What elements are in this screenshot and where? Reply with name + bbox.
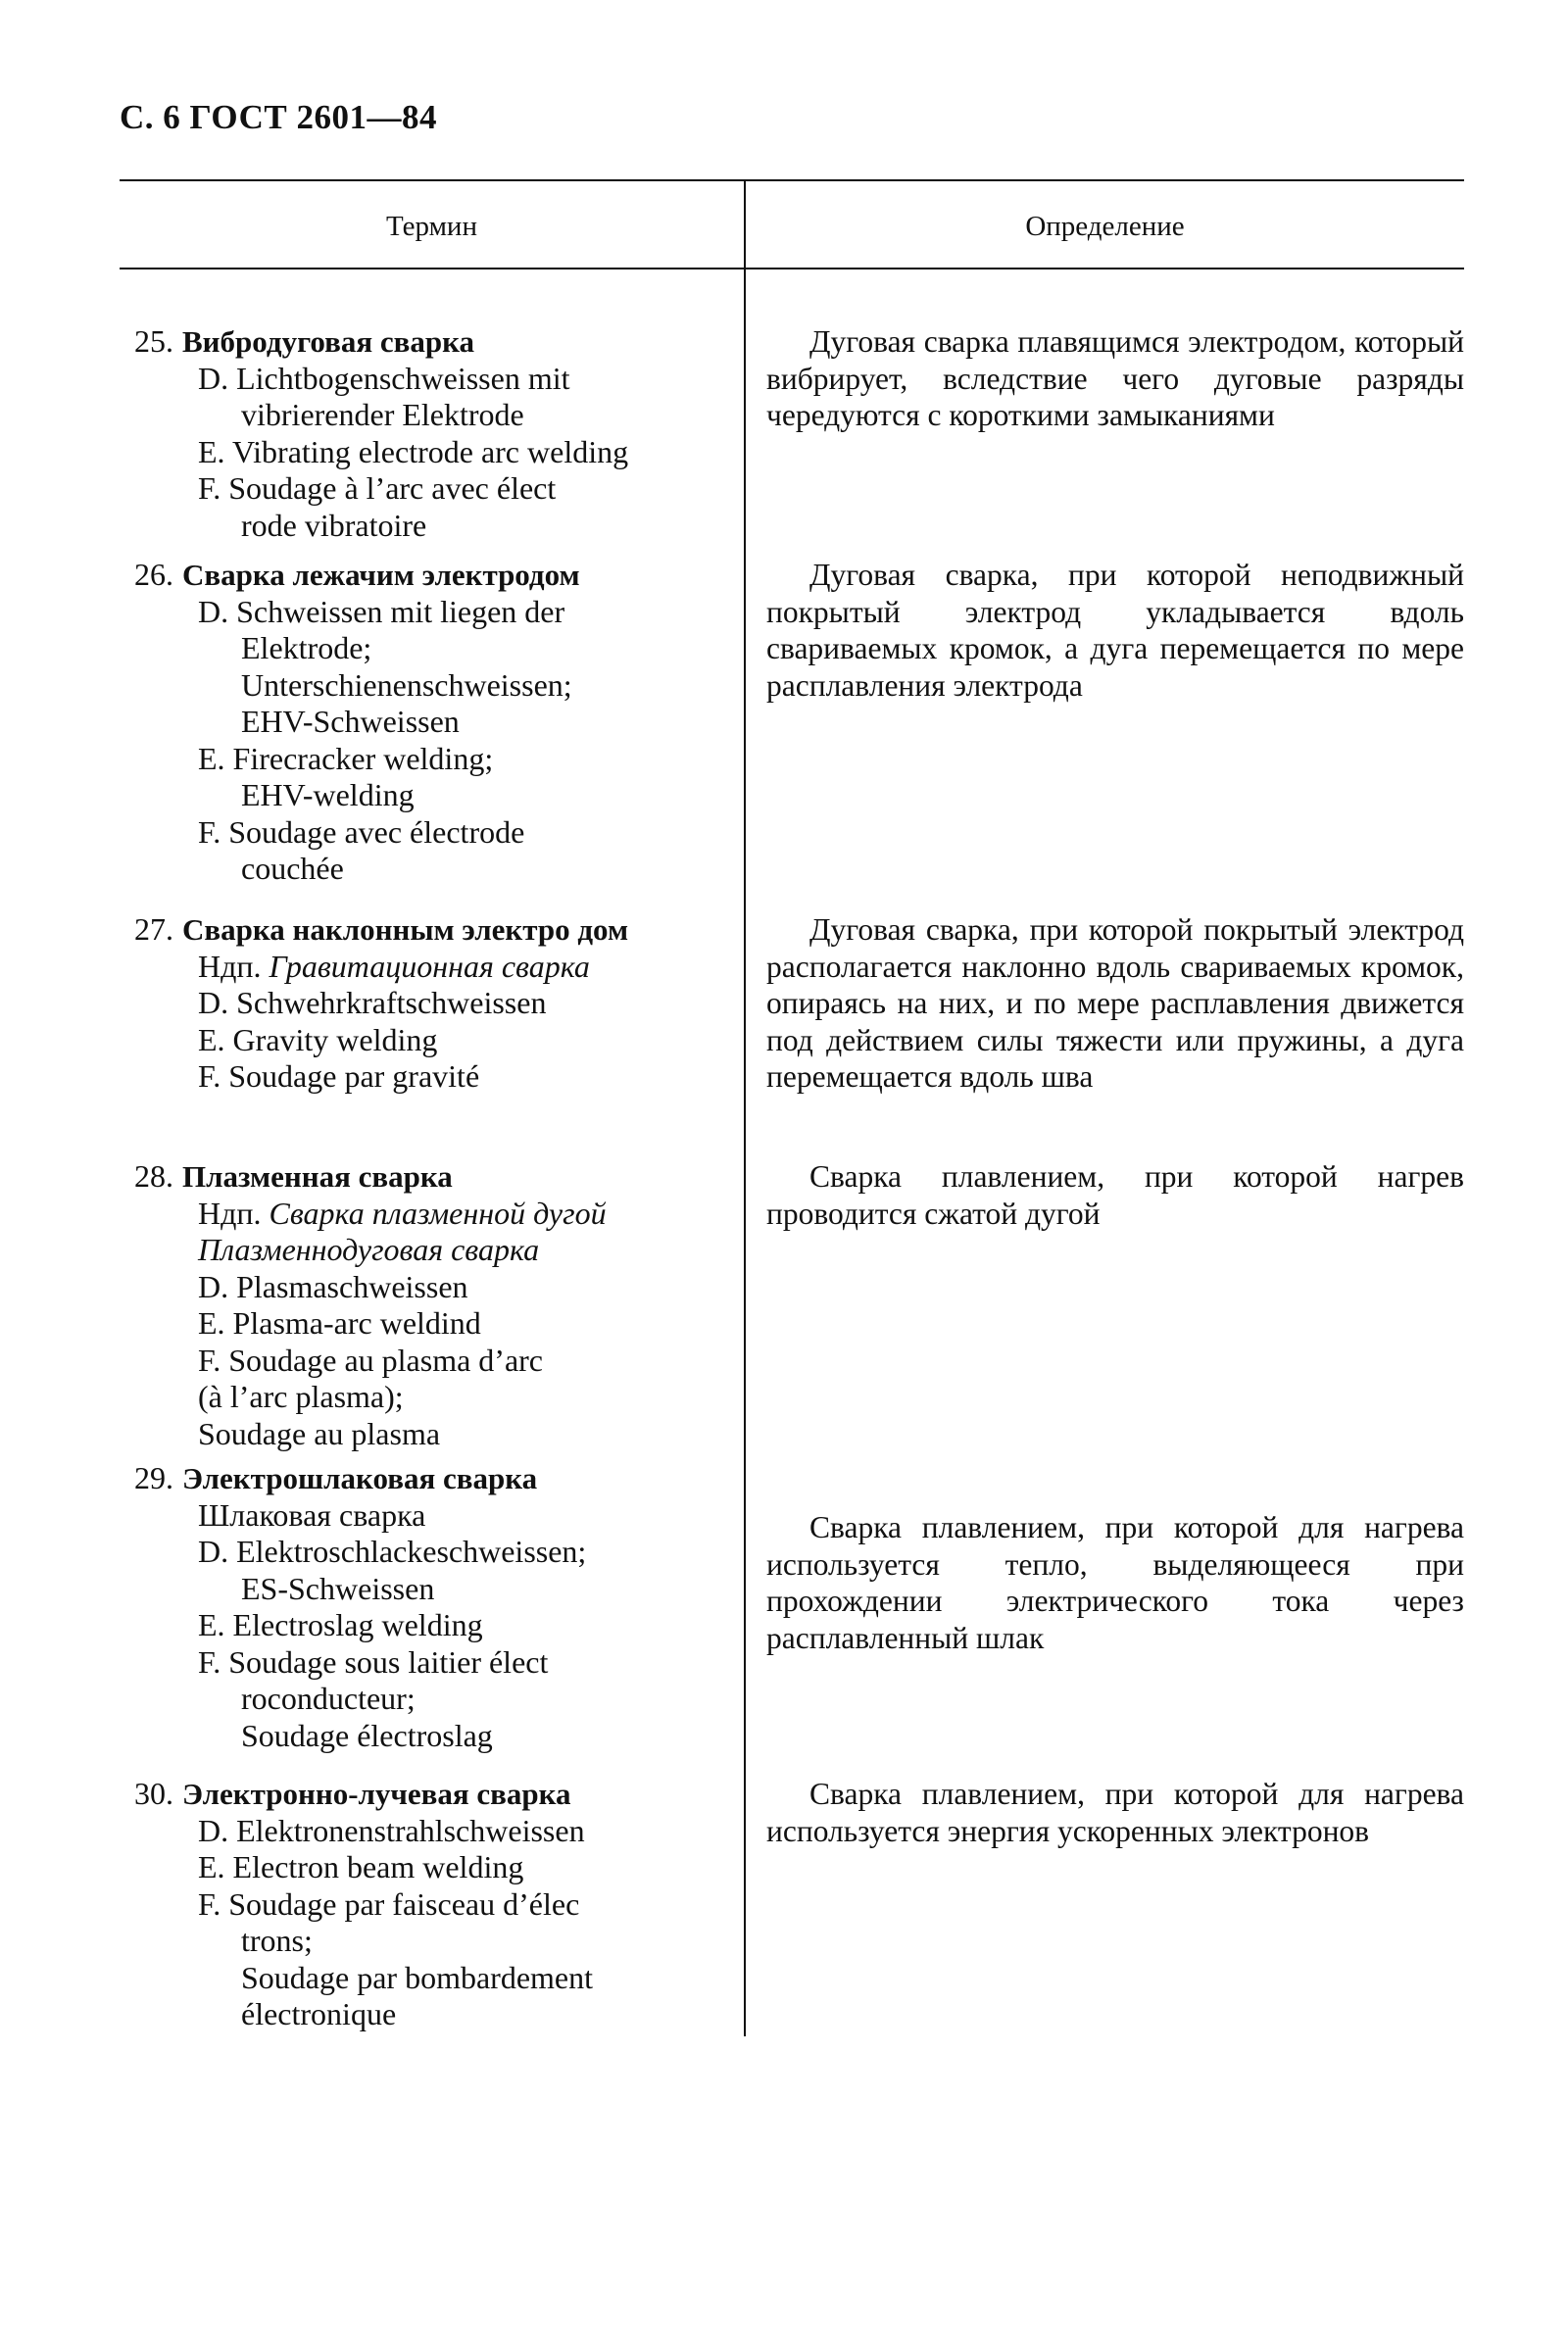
ndp-label: Ндп. bbox=[198, 1195, 262, 1231]
term-translation: Elektrode; bbox=[241, 630, 372, 665]
term-title: Сварка наклонным электро дом bbox=[182, 912, 629, 947]
term-translation: E. Gravity welding bbox=[198, 1021, 438, 1057]
term-translation: EHV-welding bbox=[241, 777, 415, 812]
term-translation: Unterschienenschweissen; bbox=[241, 666, 572, 703]
term-title: Вибродуговая сварка bbox=[182, 324, 474, 359]
term-translation: ES-Schweissen bbox=[241, 1570, 435, 1606]
definition-cell: Дуговая сварка, при которой неподвижный покрытый электрод укладывается вдоль свариваемых кромок, а дуга перемещается по мере расплавления электрода bbox=[766, 558, 1464, 703]
term-translation: Soudage au plasma bbox=[198, 1415, 441, 1451]
term-translation: rode vibratoire bbox=[241, 507, 427, 543]
term-entry-30 bbox=[120, 1776, 1464, 2050]
term-number: 29. bbox=[134, 1460, 173, 1495]
term-cell bbox=[120, 1460, 727, 1754]
term-translation: F. Soudage par faisceau d’élec bbox=[198, 1885, 580, 1922]
term-translation: F. Soudage sous laitier élect bbox=[198, 1643, 549, 1680]
term-translation: trons; bbox=[241, 1923, 313, 1958]
table-top-rule bbox=[120, 179, 1464, 181]
column-header-term: Термин bbox=[386, 211, 477, 242]
term-title: Плазменная сварка bbox=[182, 1159, 453, 1194]
definition-cell: Сварка плавлением, при которой для нагрева используется тепло, выделяющееся при прохождении электрического тока через расплавленный шлак bbox=[766, 1510, 1464, 1655]
term-translation: E. Vibrating electrode arc welding bbox=[198, 433, 629, 469]
term-entry-29 bbox=[120, 1460, 1464, 1776]
term-cell bbox=[120, 557, 727, 888]
term-translation: F. Soudage à l’arc avec élect bbox=[198, 470, 557, 506]
term-translation: EHV-Schweissen bbox=[241, 704, 460, 739]
term-table-body bbox=[120, 323, 1464, 2050]
term-deprecated bbox=[198, 1196, 727, 1233]
deprecated-term: Сварка плазменной дугой bbox=[269, 1195, 607, 1231]
term-translation: F. Soudage par gravité bbox=[198, 1058, 480, 1094]
definition-cell: Сварка плавлением, при которой для нагрева используется энергия ускоренных электронов bbox=[766, 1777, 1464, 1848]
term-cell bbox=[120, 1158, 727, 1452]
term-translation: E. Electroslag welding bbox=[198, 1607, 483, 1642]
ndp-label: Ндп. bbox=[198, 948, 262, 984]
term-title: Электрошлаковая сварка bbox=[182, 1461, 538, 1495]
term-translation: D. Elektroschlackeschweissen; bbox=[198, 1534, 587, 1569]
term-translation: D. Plasmaschweissen bbox=[198, 1268, 468, 1304]
term-number: 27. bbox=[134, 911, 173, 947]
term-translation: (à l’arc plasma); bbox=[198, 1379, 404, 1414]
term-translation: E. Plasma-arc weldind bbox=[198, 1305, 481, 1341]
definition-cell: Дуговая сварка, при которой покрытый электрод располагается наклонно вдоль свариваемых кромок, опираясь на них, и по мере расплавления движется под действием силы тяжести или пружины, а дуга перемещается вдоль шва bbox=[766, 912, 1464, 1094]
deprecated-term: Плазменнодуговая сварка bbox=[198, 1232, 540, 1267]
term-entry-27 bbox=[120, 911, 1464, 1158]
term-translation: vibrierender Elektrode bbox=[241, 397, 524, 432]
term-synonym: Шлаковая сварка bbox=[198, 1496, 426, 1533]
term-translation: D. Schwehrkraftschweissen bbox=[198, 985, 547, 1020]
term-number: 25. bbox=[134, 323, 173, 359]
term-title: Сварка лежачим электродом bbox=[182, 558, 580, 592]
term-translation: E. Electron beam welding bbox=[198, 1849, 524, 1884]
term-number: 28. bbox=[134, 1158, 173, 1194]
term-entry-28 bbox=[120, 1158, 1464, 1460]
term-translation: D. Elektronenstrahlschweissen bbox=[198, 1812, 585, 1848]
term-translation: F. Soudage avec électrode bbox=[198, 813, 525, 850]
term-translation: E. Firecracker welding; bbox=[198, 740, 494, 776]
term-entry-26 bbox=[120, 557, 1464, 911]
term-cell bbox=[120, 1776, 727, 2033]
table-header-rule bbox=[120, 268, 1464, 269]
term-translation: couchée bbox=[241, 851, 344, 886]
term-deprecated bbox=[198, 949, 727, 986]
term-number: 26. bbox=[134, 557, 173, 592]
page-header: С. 6 ГОСТ 2601—84 bbox=[120, 98, 437, 136]
term-translation: électronique bbox=[241, 1996, 397, 2031]
term-translation: Soudage électroslag bbox=[241, 1717, 493, 1753]
term-translation: roconducteur; bbox=[241, 1681, 416, 1716]
deprecated-term: Гравитационная сварка bbox=[269, 948, 590, 984]
term-translation: F. Soudage au plasma d’arc bbox=[198, 1342, 543, 1378]
term-entry-25 bbox=[120, 323, 1464, 557]
term-translation: D. Lichtbogenschweissen mit bbox=[198, 360, 570, 396]
term-cell bbox=[120, 323, 727, 544]
term-number: 30. bbox=[134, 1776, 173, 1811]
term-cell bbox=[120, 911, 727, 1096]
term-translation: D. Schweissen mit liegen der bbox=[198, 593, 565, 629]
term-title: Электронно-лучевая сварка bbox=[182, 1777, 571, 1811]
definition-cell: Дуговая сварка плавящимся электродом, который вибрирует, вследствие чего дуговые разряды чередуются с короткими замыканиями bbox=[766, 324, 1464, 432]
definition-cell: Сварка плавлением, при которой нагрев проводится сжатой дугой bbox=[766, 1159, 1464, 1231]
column-header-definition: Определение bbox=[1025, 211, 1185, 242]
term-translation: Soudage par bombardement bbox=[241, 1959, 593, 1995]
